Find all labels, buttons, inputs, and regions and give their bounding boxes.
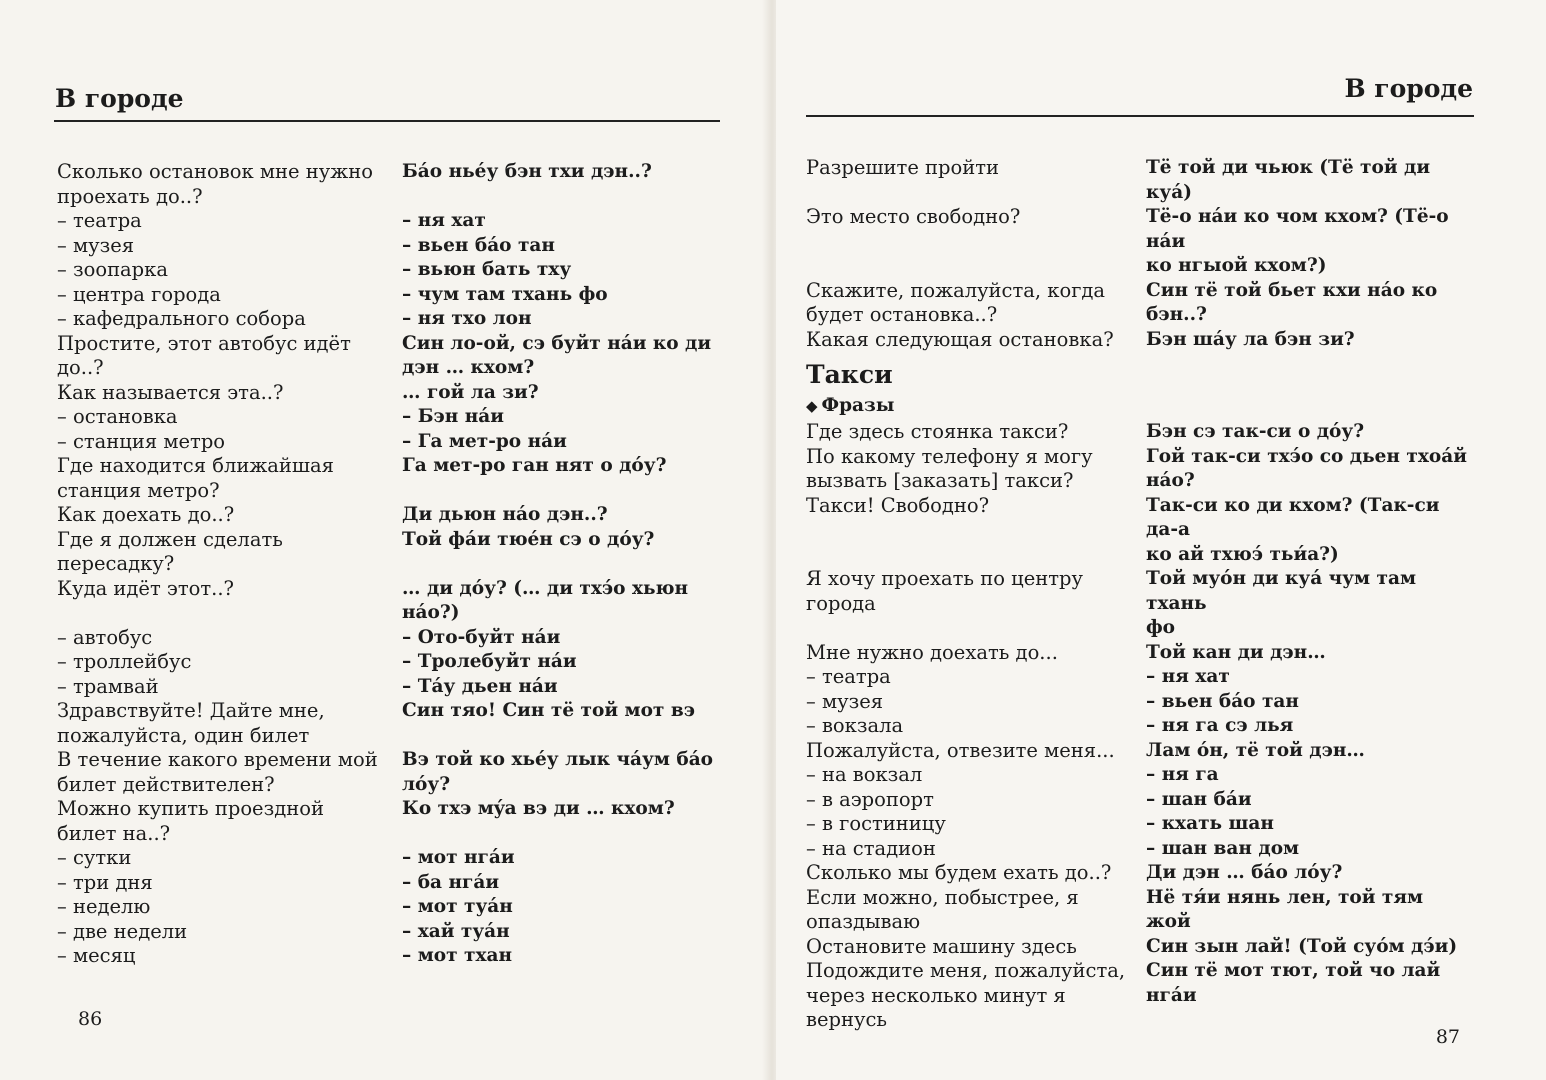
right-header-rule (806, 115, 1474, 117)
russian-phrase: – в аэропорт (806, 787, 934, 811)
russian-phrase: Пожалуйста, отвезите меня... (806, 738, 1115, 762)
vietnamese-transcription: – Тáу дьен нáи (402, 675, 558, 697)
phrase-row (806, 788, 1471, 813)
russian-phrase: Какая следующая остановка? (806, 327, 1114, 351)
vietnamese-transcription: – шан ван дом (1146, 837, 1300, 859)
vietnamese-transcription: Лам óн, тё той дэн… (1146, 739, 1365, 761)
russian-phrase: – три дня (57, 870, 153, 894)
vietnamese-transcription: – вьен бáо тан (402, 234, 555, 256)
russian-phrase: – зоопарка (57, 258, 168, 281)
phrase-row (57, 650, 722, 675)
phrase-row (806, 567, 1471, 641)
russian-phrase: Такси! Свободно? (806, 493, 990, 517)
vietnamese-transcription: – шан бáи (1146, 788, 1252, 810)
vietnamese-transcription: Син тё мот тют, той чо лай нгáи (1146, 960, 1447, 1006)
vietnamese-transcription: Тё-о нáи ко чом кхом? (Тё-о нáи ко нгыой кхом?) (1146, 206, 1449, 276)
vietnamese-transcription: – чум там тхань фо (402, 283, 608, 305)
vietnamese-transcription: Той кан ди дэн… (1146, 641, 1326, 663)
vietnamese-transcription: – ня га (1146, 764, 1219, 785)
russian-phrase: Простите, этот автобус идёт до..? (57, 331, 351, 379)
phrase-row (806, 641, 1471, 666)
russian-phrase: Как называется эта..? (57, 380, 284, 404)
phrase-row (57, 699, 722, 748)
russian-phrase: – станция метро (57, 429, 226, 453)
phrase-row (57, 430, 722, 455)
right-phrase-list-bottom (806, 420, 1471, 1033)
right-phrase-list (806, 156, 1471, 1033)
vietnamese-transcription: – мот тхан (402, 945, 513, 966)
right-page-number: 87 (1435, 1026, 1460, 1048)
vietnamese-transcription: Так-си ко ди кхом? (Так-си да-а ко ай тхюэ́ тьи́а?) (1146, 494, 1440, 565)
russian-phrase: Как доехать до..? (57, 503, 235, 526)
vietnamese-transcription: Той муóн ди куá чум там тхань фо (1146, 568, 1417, 638)
phrase-row (806, 714, 1471, 739)
phrase-row (806, 156, 1471, 205)
vietnamese-transcription: Ди дэн … бáо лóу? (1146, 862, 1343, 883)
phrase-row (806, 328, 1471, 353)
vietnamese-transcription: – хай туáн (402, 920, 510, 942)
right-page (776, 0, 1546, 1080)
phrase-row (806, 665, 1471, 690)
vietnamese-transcription: – мот нгáи (402, 847, 515, 868)
phrase-row (57, 381, 722, 406)
vietnamese-transcription: – Га мет-ро нáи (402, 430, 567, 452)
vietnamese-transcription: Вэ той ко хьéу лык чáум бáо лóу? (402, 749, 714, 795)
vietnamese-transcription: Га мет-ро ган нят о дóу? (402, 455, 667, 476)
vietnamese-transcription: – кхать шан (1146, 813, 1274, 834)
phrase-row (57, 528, 722, 577)
vietnamese-transcription: … ди дóу? (… ди тхэ́о хьюн нáо?) (402, 577, 689, 623)
phrase-row (57, 944, 722, 969)
phrase-row (57, 503, 722, 528)
phrase-row (57, 258, 722, 283)
russian-phrase: Это место свободно? (806, 205, 1021, 228)
phrase-row (57, 283, 722, 308)
russian-phrase: – на стадион (806, 836, 936, 860)
phrase-row (57, 797, 722, 846)
russian-phrase: – на вокзал (806, 763, 923, 786)
russian-phrase: В течение какого времени мой билет действителен? (57, 748, 378, 796)
phrase-row (806, 445, 1471, 494)
phrase-row (57, 454, 722, 503)
vietnamese-transcription: Бэн шáу ла бэн зи? (1146, 328, 1355, 350)
russian-phrase: – театра (806, 665, 891, 688)
section-subtitle-label: Фразы (821, 395, 895, 416)
phrase-row (57, 332, 722, 381)
phrase-row (806, 690, 1471, 715)
russian-phrase: Можно купить проездной билет на..? (57, 797, 324, 845)
russian-phrase: Мне нужно доехать до... (806, 640, 1058, 664)
phrase-row (806, 886, 1471, 935)
russian-phrase: Куда идёт этот..? (57, 576, 235, 600)
vietnamese-transcription: Тё той ди чьюк (Тё той ди куá) (1146, 157, 1437, 203)
vietnamese-transcription: Бэн сэ так-си о дóу? (1146, 421, 1365, 442)
vietnamese-transcription: Той фáи тюéн сэ о дóу? (402, 528, 655, 550)
left-header-rule (54, 120, 720, 122)
phrase-row (806, 959, 1471, 1033)
right-page-header: В городе (1344, 74, 1473, 103)
russian-phrase: Скажите, пожалуйста, когда будет остановка..? (806, 278, 1106, 326)
phrase-row (57, 405, 722, 430)
vietnamese-transcription: Син зын лай! (Той суóм дэ́и) (1146, 935, 1458, 957)
phrase-row (57, 871, 722, 896)
phrase-row (57, 160, 722, 209)
left-page-number: 86 (78, 1008, 103, 1030)
phrase-row (806, 763, 1471, 788)
russian-phrase: – остановка (57, 405, 178, 428)
phrase-row (806, 861, 1471, 886)
russian-phrase: По какому телефону я могу вызвать [заказать] такси? (806, 444, 1093, 492)
phrase-row (806, 420, 1471, 445)
vietnamese-transcription: – ня тхо лон (402, 308, 532, 329)
russian-phrase: – две недели (57, 919, 188, 943)
vietnamese-transcription: – вьюн бать тху (402, 259, 572, 280)
phrase-row (57, 846, 722, 871)
russian-phrase: Остановите машину здесь (806, 934, 1077, 958)
phrase-row (806, 837, 1471, 862)
vietnamese-transcription: … гой ла зи? (402, 381, 539, 403)
russian-phrase: Если можно, побыстрее, я опаздываю (806, 885, 1079, 933)
phrase-row (57, 675, 722, 700)
phrase-row (57, 307, 722, 332)
russian-phrase: – сутки (57, 846, 132, 869)
vietnamese-transcription: Бáо ньéу бэн тхи дэн..? (402, 161, 652, 182)
russian-phrase: Разрешите пройти (806, 156, 1000, 179)
phrase-row (806, 494, 1471, 568)
russian-phrase: Я хочу проехать по центру города (806, 567, 1083, 615)
russian-phrase: – трамвай (57, 674, 159, 698)
phrase-row (57, 234, 722, 259)
russian-phrase: – неделю (57, 895, 151, 918)
vietnamese-transcription: Син тяо! Син тё той мот вэ (402, 700, 695, 721)
phrase-row (57, 577, 722, 626)
phrase-row (806, 812, 1471, 837)
vietnamese-transcription: Гой так-си тхэ́о со дьен тхоáй нáо? (1146, 445, 1467, 491)
phrase-row (57, 626, 722, 651)
russian-phrase: – музея (57, 233, 135, 257)
russian-phrase: – в гостиницу (806, 812, 946, 835)
russian-phrase: Здравствуйте! Дайте мне, пожалуйста, один билет (57, 699, 325, 747)
russian-phrase: – кафедрального собора (57, 307, 306, 330)
russian-phrase: – месяц (57, 944, 136, 967)
vietnamese-transcription: Нё тя́и нянь лен, той тям жой (1146, 886, 1430, 932)
phrase-row (806, 205, 1471, 279)
vietnamese-transcription: – ня хат (1146, 666, 1230, 687)
russian-phrase: Сколько остановок мне нужно проехать до..? (57, 160, 373, 208)
vietnamese-transcription: – вьен бáо тан (1146, 690, 1299, 712)
vietnamese-transcription: – Бэн нáи (402, 406, 504, 427)
vietnamese-transcription: Син тё той бьет кхи нáо ко бэн..? (1146, 279, 1438, 325)
vietnamese-transcription: Ко тхэ мýа вэ ди … кхом? (402, 798, 675, 819)
vietnamese-transcription: – Ото-буйт нáи (402, 626, 561, 648)
vietnamese-transcription: – Тролебуйт нáи (402, 651, 577, 672)
phrase-row (806, 935, 1471, 960)
phrase-row (57, 895, 722, 920)
russian-phrase: Где я должен сделать пересадку? (57, 527, 283, 575)
russian-phrase: Сколько мы будем ехать до..? (806, 861, 1112, 884)
vietnamese-transcription: Син ло-ой, сэ буйт нáи ко ди дэн … кхом? (402, 332, 712, 378)
russian-phrase: – музея (806, 689, 884, 713)
vietnamese-transcription: – ня хат (402, 210, 486, 231)
section-subtitle-phrases (806, 394, 1471, 418)
russian-phrase: – центра города (57, 282, 221, 306)
russian-phrase: – автобус (57, 625, 153, 649)
vietnamese-transcription: – мот туáн (402, 896, 513, 917)
russian-phrase: Где находится ближайшая станция метро? (57, 454, 334, 502)
russian-phrase: – троллейбус (57, 650, 192, 673)
left-page-header: В городе (55, 84, 184, 113)
russian-phrase: Где здесь стоянка такси? (806, 420, 1069, 443)
diamond-bullet-icon: ◆ (806, 397, 818, 415)
phrase-row (806, 739, 1471, 764)
phrase-row (57, 748, 722, 797)
left-page (0, 0, 770, 1080)
vietnamese-transcription: – ба нгáи (402, 871, 500, 893)
phrase-row (57, 209, 722, 234)
vietnamese-transcription: Ди дьюн нáо дэн..? (402, 504, 608, 525)
phrase-row (806, 279, 1471, 328)
russian-phrase: – театра (57, 209, 142, 232)
left-phrase-list (57, 160, 722, 969)
section-title-taxi: Такси (806, 360, 893, 389)
phrase-row (57, 920, 722, 945)
right-phrase-list-top (806, 156, 1471, 352)
russian-phrase: Подождите меня, пожалуйста, через несколько минут я вернусь (806, 959, 1126, 1031)
russian-phrase: – вокзала (806, 714, 904, 737)
vietnamese-transcription: – ня га сэ лья (1146, 715, 1294, 736)
